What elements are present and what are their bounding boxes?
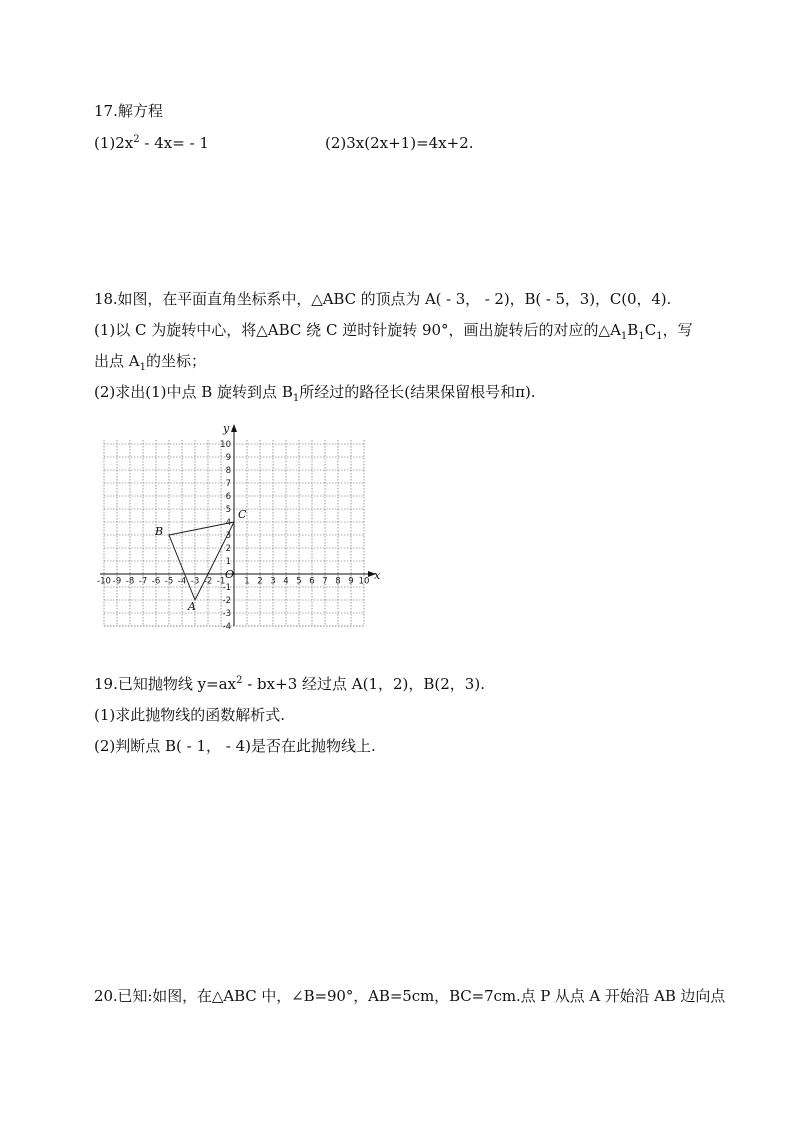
- q20-line1: 20.已知:如图，在△ABC 中，∠B=90°，AB=5cm，BC=7cm.点 P 从点 A 开始沿 AB 边向点: [94, 987, 726, 1005]
- x-tick-label: 10: [358, 576, 370, 587]
- x-tick-label: -7: [138, 576, 148, 587]
- x-tick-label: -1: [216, 576, 226, 587]
- q18-line2: [94, 320, 693, 340]
- q17-title: 17.解方程: [94, 102, 163, 120]
- x-tick-label: -10: [97, 576, 111, 587]
- x-tick-label: -3: [190, 576, 200, 587]
- y-tick-label: -3: [222, 609, 231, 619]
- x-tick-label: -6: [151, 576, 161, 587]
- q18-line2-a: (1)以 C 为旋转中心，将△ABC 绕 C 逆时针旋转 90°，画出旋转后的对应的△A: [94, 321, 621, 339]
- y-tick-label: -2: [222, 596, 231, 606]
- x-tick-label: 6: [309, 576, 315, 587]
- q18-line3-sub: 1: [139, 362, 146, 373]
- y-axis-label: y: [223, 422, 230, 435]
- y-tick-label: -1: [222, 583, 231, 593]
- x-tick-label: -9: [112, 576, 122, 587]
- q18-line1: 18.如图，在平面直角坐标系中，△ABC 的顶点为 A( - 3， - 2)，B( - 5，3)，C(0，4).: [94, 290, 672, 308]
- q18-line2-c: C: [644, 321, 657, 339]
- q18-sub-c1: 1: [656, 331, 663, 342]
- q18-line3-a: 出点 A: [94, 352, 140, 370]
- point-label-b: B: [155, 525, 164, 538]
- x-tick-label: 7: [322, 576, 328, 587]
- q18-line3: [94, 351, 206, 371]
- q17-part1-rest: - 4x= - 1: [139, 134, 209, 152]
- x-tick-label: -2: [203, 576, 213, 587]
- q17-part2: (2)3x(2x+1)=4x+2.: [325, 134, 474, 152]
- x-tick-label: -5: [164, 576, 174, 587]
- q18-line4-sub: 1: [292, 393, 300, 404]
- x-tick-label: -4: [177, 576, 187, 587]
- q18-sub-a1: 1: [620, 331, 628, 342]
- coordinate-grid-svg: [94, 416, 384, 630]
- x-tick-label: 9: [348, 576, 354, 587]
- q19-exponent: 2: [236, 675, 243, 686]
- q17-part1-exponent: 2: [133, 134, 140, 145]
- q18-line2-d: ，写: [662, 321, 693, 339]
- q19-line2: (1)求此抛物线的函数解析式.: [94, 706, 286, 724]
- y-tick-label: 1: [225, 557, 231, 567]
- y-axis-arrow: [231, 424, 237, 432]
- y-tick-label: 4: [225, 518, 231, 528]
- x-tick-label: 8: [335, 576, 341, 587]
- y-tick-label: 9: [225, 453, 231, 463]
- x-tick-label: 1: [244, 576, 250, 587]
- point-label-c: C: [238, 508, 247, 521]
- x-tick-label: 5: [296, 576, 302, 587]
- y-tick-label: -4: [222, 622, 231, 630]
- x-tick-label: -8: [125, 576, 135, 587]
- q19-line1-a: 19.已知抛物线 y=ax: [94, 675, 237, 693]
- coordinate-grid-figure: [94, 416, 384, 630]
- y-tick-label: 7: [225, 479, 231, 489]
- q18-line4: [94, 382, 536, 402]
- x-axis-label: x: [374, 569, 381, 582]
- q17-part1: [94, 133, 209, 153]
- y-tick-label: 3: [225, 531, 231, 541]
- y-tick-label: 6: [225, 492, 231, 502]
- q18-line3-b: 的坐标；: [145, 352, 206, 370]
- x-tick-label: 2: [257, 576, 263, 587]
- q19-line1: [94, 674, 485, 694]
- q18-line4-a: (2)求出(1)中点 B 旋转到点 B: [94, 383, 293, 401]
- q18-line4-b: 所经过的路径长(结果保留根号和π).: [299, 383, 536, 401]
- point-label-a: A: [188, 600, 196, 613]
- x-tick-label: 4: [283, 576, 289, 587]
- q18-sub-b1: 1: [638, 331, 645, 342]
- y-tick-label: 2: [225, 544, 231, 554]
- q19-line1-b: - bx+3 经过点 A(1，2)，B(2，3).: [242, 675, 485, 693]
- q18-line2-b: B: [627, 321, 639, 339]
- q19-line3: (2)判断点 B( - 1， - 4)是否在此抛物线上.: [94, 737, 376, 755]
- y-tick-label: 5: [225, 505, 231, 515]
- y-tick-label: 10: [220, 440, 231, 450]
- y-tick-label: 8: [225, 466, 231, 476]
- q17-part1-base: (1)2x: [94, 134, 134, 152]
- x-tick-label: 3: [270, 576, 276, 587]
- origin-label: O: [225, 568, 235, 581]
